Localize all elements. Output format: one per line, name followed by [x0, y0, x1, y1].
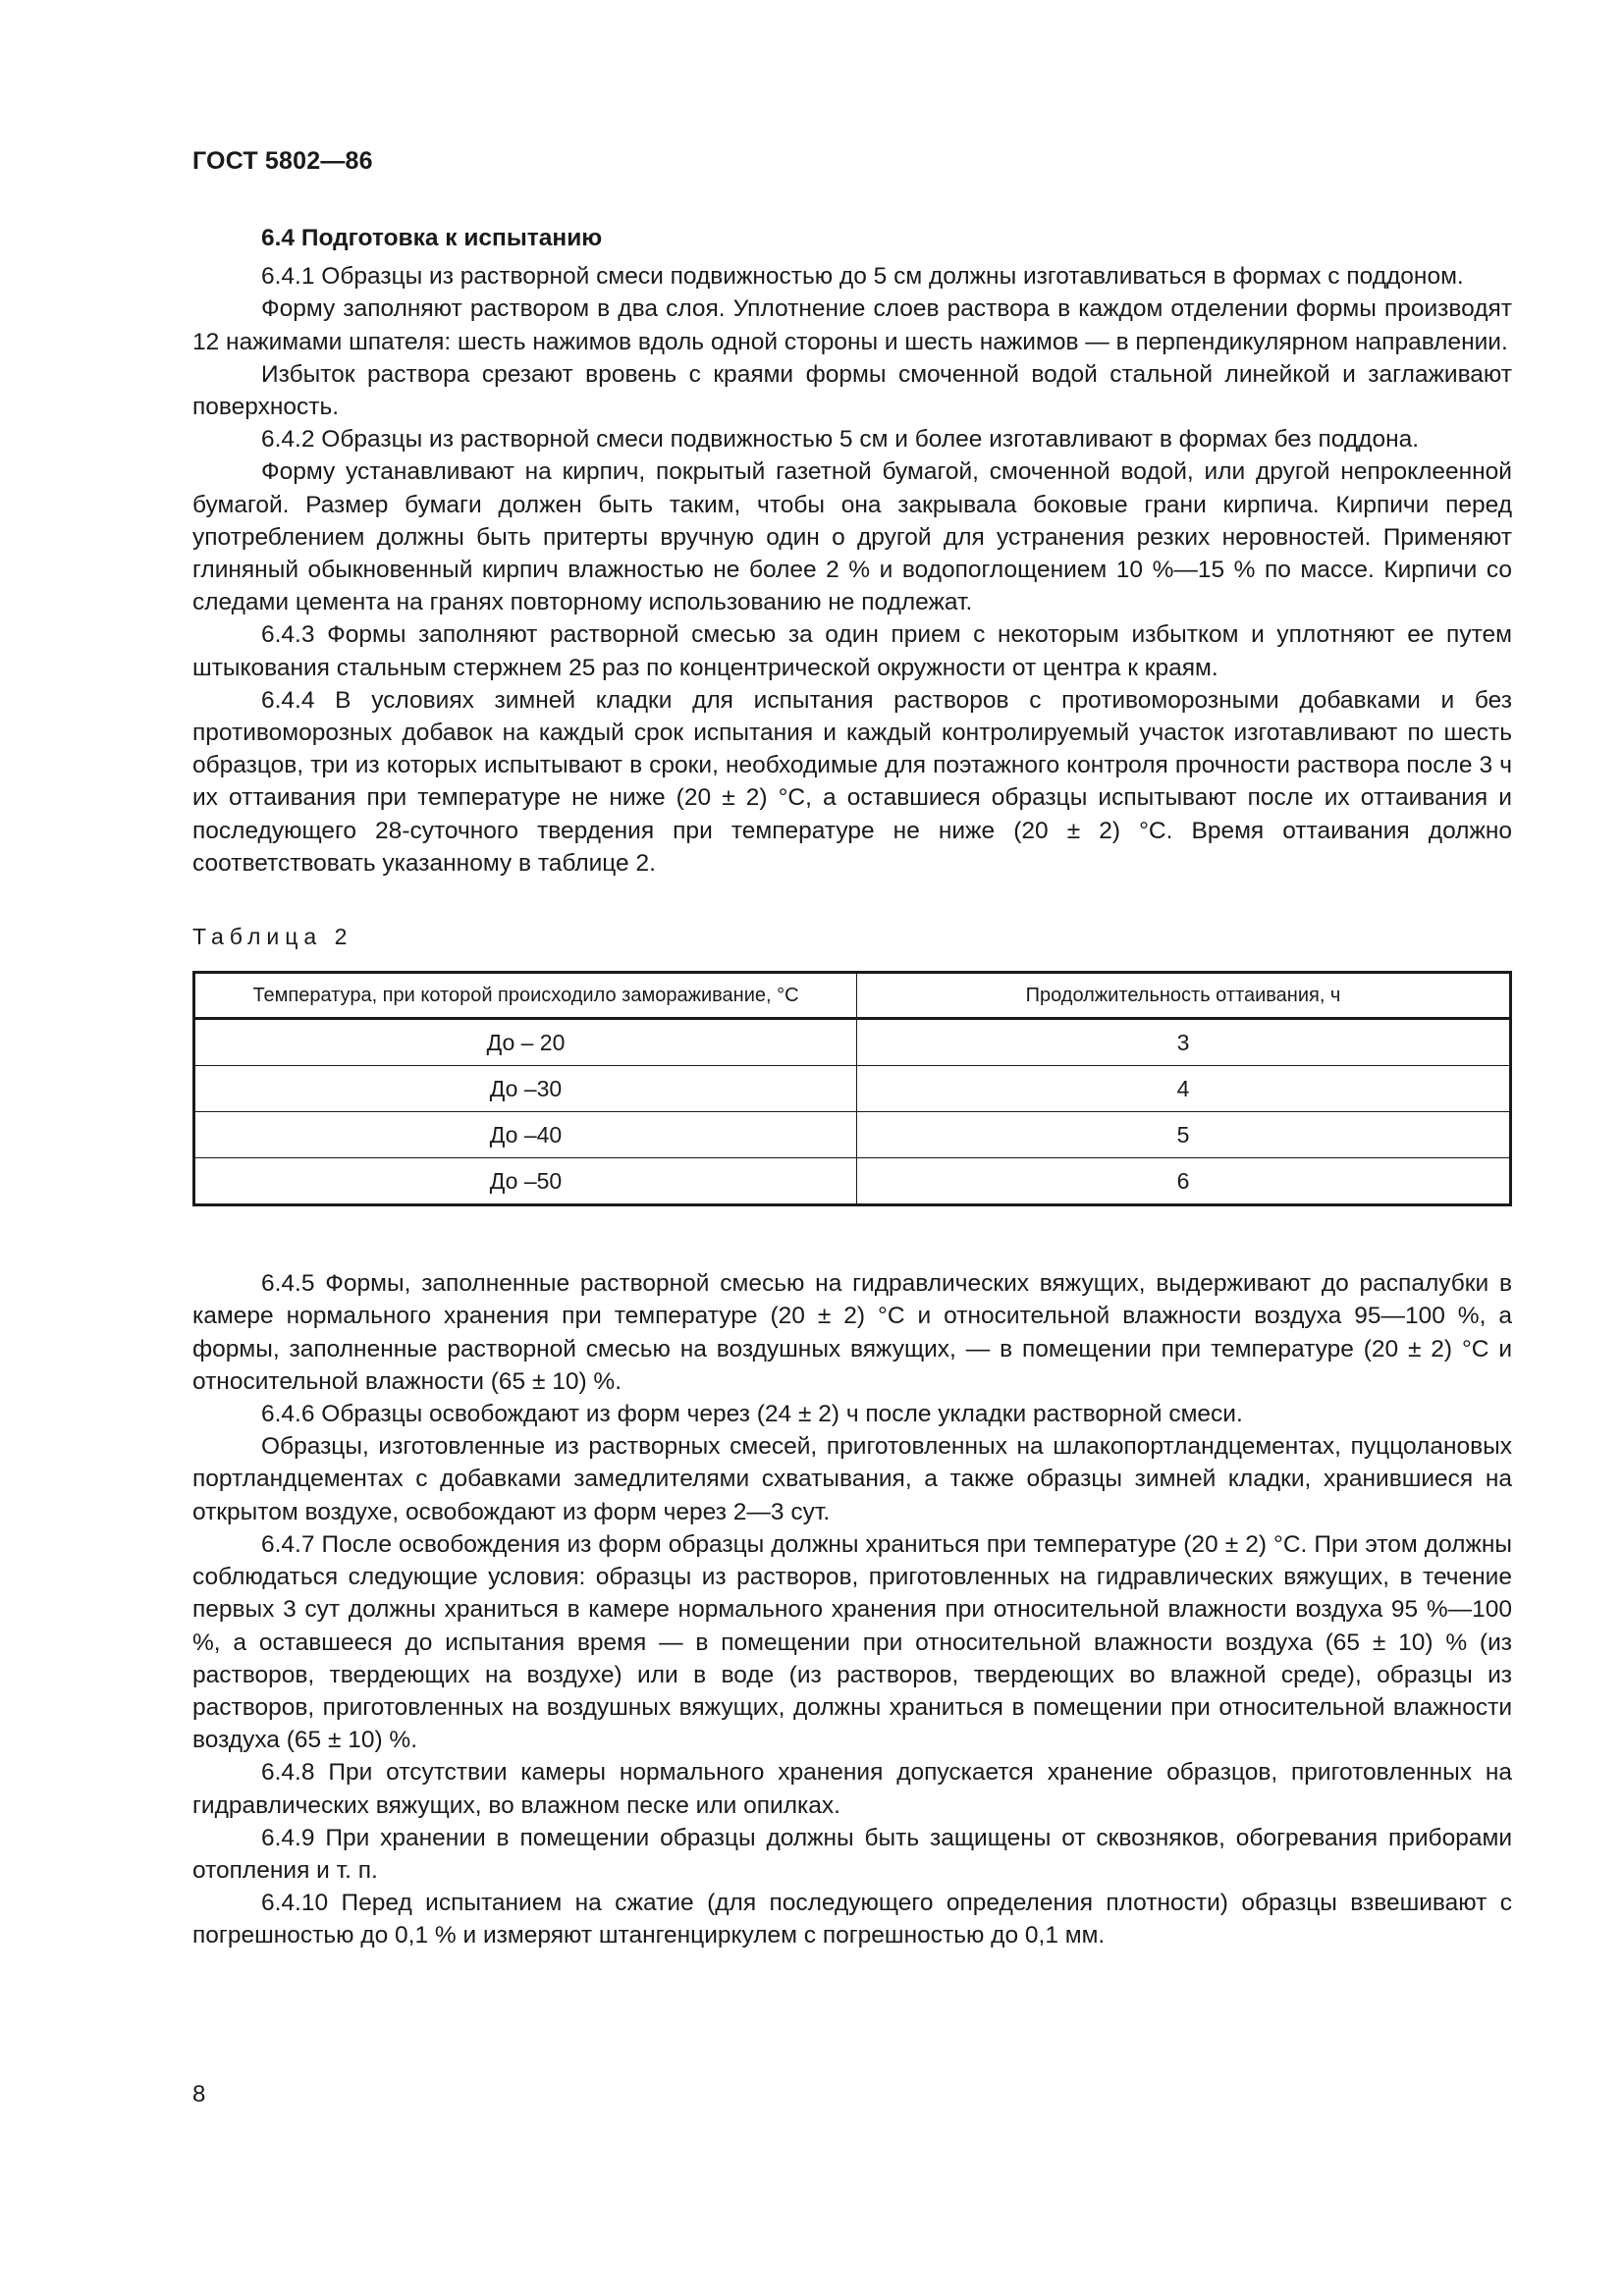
- table-caption: Таблица 2: [192, 924, 353, 950]
- paragraph: 6.4.1 Образцы из растворной смеси подвижностью до 5 см должны изготавливаться в формах с поддоном.: [261, 263, 1464, 291]
- cell-duration: 5: [857, 1112, 1511, 1158]
- section-title: 6.4 Подготовка к испытанию: [261, 225, 603, 251]
- paragraph: Избыток раствора срезают вровень с краями формы смоченной водой стальной линейкой и заглаживают поверхность.: [192, 360, 1512, 421]
- page-content: [192, 222, 1512, 1952]
- paragraph: 6.4.3 Формы заполняют растворной смесью за один прием с некоторым избытком и уплотняют ее путем штыкования стальным стержнем 25 раз по концентрической окружности от центра к краям.: [192, 621, 1512, 681]
- cell-temperature: До –50: [194, 1158, 857, 1205]
- header-freezing-temperature: Температура, при которой происходило замораживание, °С: [194, 973, 857, 1019]
- table-row: [194, 1066, 1511, 1112]
- paragraph: 6.4.9 При хранении в помещении образцы должны быть защищены от сквозняков, обогревания приборами отопления и т. п.: [192, 1824, 1512, 1884]
- paragraph: 6.4.2 Образцы из растворной смеси подвижностью 5 см и более изготавливают в формах без поддона.: [261, 426, 1420, 454]
- cell-duration: 4: [857, 1066, 1511, 1112]
- paragraph: Форму устанавливают на кирпич, покрытый газетной бумагой, смоченной водой, или другой непроклеенной бумагой. Размер бумаги должен быть таким, чтобы она закрывала боковые грани кирпича. Кирпичи перед употреблением должны быть притерты вручную один о другой для устранения резких неровностей. Применяют глиняный обыкновенный кирпич влажностью не более 2 % и водопоглощением 10 %—15 % по массе. Кирпичи со следами цемента на гранях повторному использованию не подлежат.: [192, 458, 1512, 616]
- table-row: [194, 1019, 1511, 1066]
- paragraph: 6.4.10 Перед испытанием на сжатие (для последующего определения плотности) образцы взвешивают с погрешностью до 0,1 % и измеряют штангенциркулем с погрешностью до 0,1 мм.: [192, 1890, 1512, 1949]
- paragraph: Образцы, изготовленные из растворных смесей, приготовленных на шлакопортландцементах, пуццолановых портландцементах с добавками замедлителями схватывания, а также образцы зимней кладки, хранившиеся на открытом воздухе, освобождают из форм через 2—3 сут.: [192, 1433, 1512, 1525]
- cell-temperature: До –40: [194, 1112, 857, 1158]
- document-code-header: ГОСТ 5802—86: [192, 147, 373, 175]
- thaw-duration-table: [192, 971, 1512, 1206]
- cell-duration: 6: [1176, 1167, 1190, 1194]
- cell-temperature: До –30: [194, 1066, 857, 1112]
- header-thaw-duration: Продолжительность оттаивания, ч: [857, 973, 1511, 1019]
- table-header-row: [194, 973, 1511, 1019]
- table-row: [194, 1158, 1511, 1205]
- paragraph: Форму заполняют раствором в два слоя. Уплотнение слоев раствора в каждом отделении формы производят 12 нажимами шпателя: шесть нажимов вдоль одной стороны и шесть нажимов — в перпендикулярном направлении.: [192, 295, 1512, 355]
- paragraph: 6.4.4 В условиях зимней кладки для испытания растворов с противоморозными добавками и без противоморозных добавок на каждый срок испытания и каждый контролируемый участок изготавливают по шесть образцов, три из которых испытывают в сроки, необходимые для поэтажного контроля прочности раствора после 3 ч их оттаивания при температуре не ниже (20 ± 2) °С, а оставшиеся образцы испытывают после их оттаивания и последующего 28-суточного твердения при температуре не ниже (20 ± 2) °С. Время оттаивания должно соответствовать указанному в таблице 2.: [192, 686, 1512, 877]
- page-number: 8: [192, 2081, 206, 2108]
- paragraph: 6.4.5 Формы, заполненные растворной смесью на гидравлических вяжущих, выдерживают до распалубки в камере нормального хранения при температуре (20 ± 2) °С и относительной влажности воздуха 95—100 %, а формы, заполненные растворной смесью на воздушных вяжущих, — в помещении при температуре (20 ± 2) °С и относительной влажности (65 ± 10) %.: [192, 1270, 1512, 1395]
- paragraph: 6.4.8 При отсутствии камеры нормального хранения допускается хранение образцов, приготовленных на гидравлических вяжущих, во влажном песке или опилках.: [192, 1759, 1512, 1819]
- paragraph: 6.4.6 Образцы освобождают из форм через (24 ± 2) ч после укладки растворной смеси.: [261, 1401, 1243, 1428]
- table-row: [194, 1112, 1511, 1158]
- cell-temperature: До – 20: [194, 1019, 857, 1066]
- cell-duration: 3: [857, 1019, 1511, 1066]
- paragraph: 6.4.7 После освобождения из форм образцы должны храниться при температуре (20 ± 2) °С. При этом должны соблюдаться следующие условия: образцы из растворов, приготовленных на гидравлических вяжущих, в течение первых 3 сут должны храниться в камере нормального хранения при относительной влажности воздуха 95 %—100 %, а оставшееся до испытания время — в помещении при относительной влажности воздуха (65 ± 10) % (из растворов, твердеющих на воздухе) или в воде (из растворов, твердеющих во влажной среде), образцы из растворов, приготовленных на воздушных вяжущих, должны храниться в помещении при относительной влажности воздуха (65 ± 10) %.: [192, 1530, 1512, 1754]
